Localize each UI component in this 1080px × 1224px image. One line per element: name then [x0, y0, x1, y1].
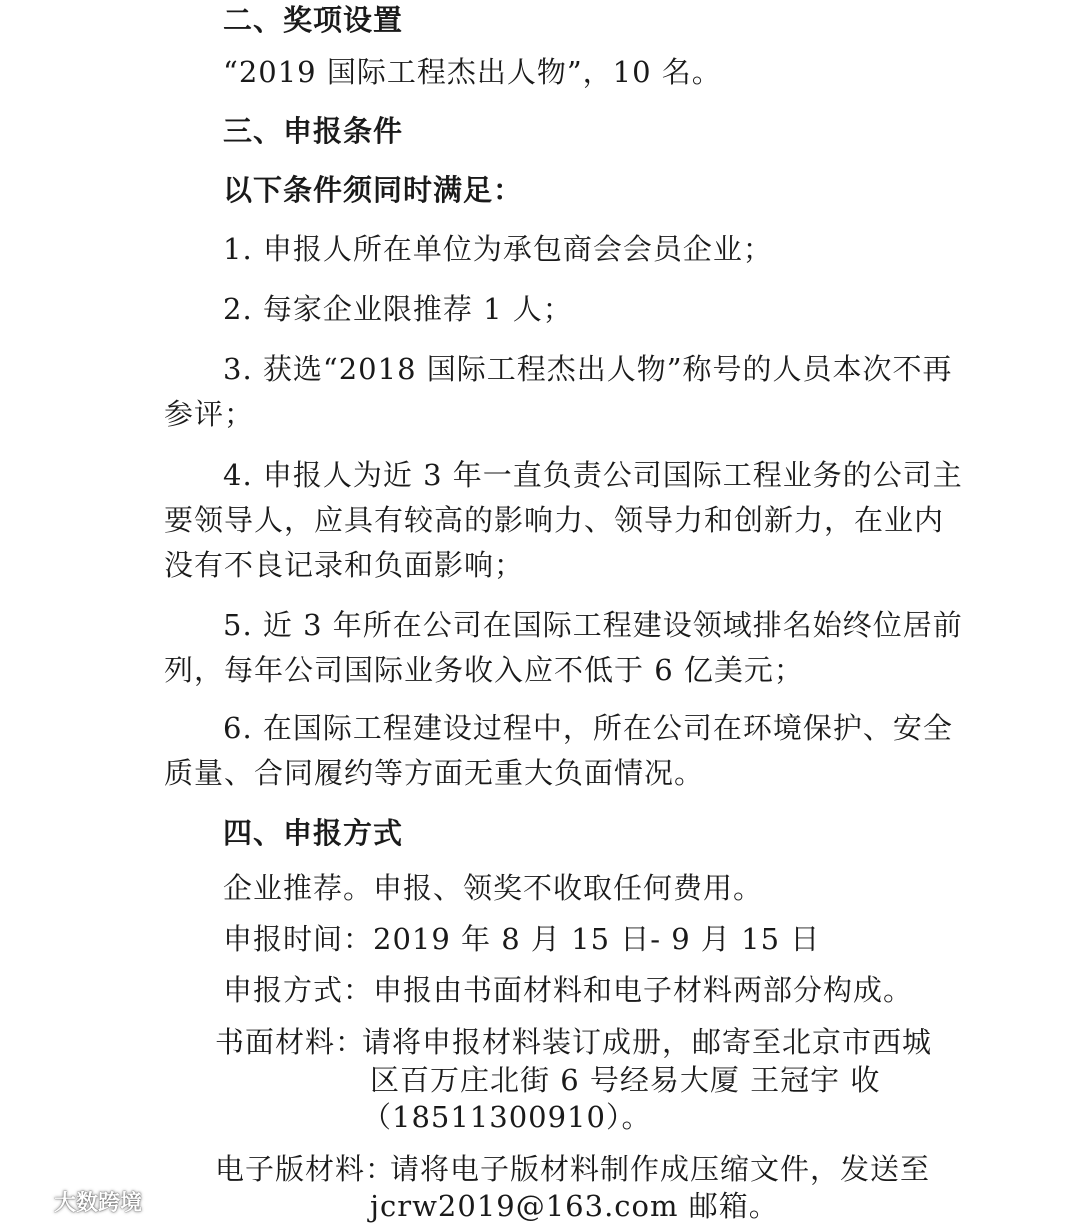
- section-3-intro: 以下条件须同时满足：: [223, 173, 524, 207]
- apply-method-line-1: 企业推荐。申报、领奖不收取任何费用。: [223, 871, 764, 905]
- watermark-text: 大数跨境: [54, 1191, 143, 1216]
- apply-format-line: 申报方式：申报由书面材料和电子材料两部分构成。: [223, 973, 914, 1007]
- condition-item-6-line-2: 质量、合同履约等方面无重大负面情况。: [164, 756, 705, 790]
- apply-time-line: 申报时间：2019 年 8 月 15 日- 9 月 15 日: [223, 922, 821, 956]
- watermark: [8, 1186, 142, 1217]
- condition-item-4-line-1: 4. 申报人为近 3 年一直负责公司国际工程业务的公司主: [223, 458, 963, 492]
- electronic-material-line-2: jcrw2019@163.com 邮箱。: [370, 1189, 779, 1223]
- condition-item-4-line-2: 要领导人，应具有较高的影响力、领导力和创新力，在业内: [164, 503, 945, 537]
- chat-bubble-logo-icon: [8, 1189, 48, 1215]
- section-3-heading: 三、申报条件: [223, 114, 404, 148]
- section-4-heading: 四、申报方式: [223, 816, 404, 850]
- paper-material-line-3: （18511300910）。: [362, 1100, 652, 1134]
- condition-item-4-line-3: 没有不良记录和负面影响；: [164, 548, 525, 582]
- condition-item-2: 2. 每家企业限推荐 1 人；: [223, 292, 573, 326]
- condition-item-3-line-1: 3. 获选“2018 国际工程杰出人物”称号的人员本次不再: [223, 352, 953, 386]
- section-2-heading: 二、奖项设置: [223, 3, 404, 37]
- electronic-material-line-1: 请将电子版材料制作成压缩文件，发送至: [390, 1152, 931, 1186]
- condition-item-5-line-2: 列，每年公司国际业务收入应不低于 6 亿美元；: [164, 653, 804, 687]
- paper-material-label: 书面材料：: [215, 1025, 366, 1059]
- condition-item-6-line-1: 6. 在国际工程建设过程中，所在公司在环境保护、安全: [223, 711, 953, 745]
- condition-item-5-line-1: 5. 近 3 年所在公司在国际工程建设领域排名始终位居前: [223, 608, 963, 642]
- electronic-material-label: 电子版材料：: [215, 1152, 396, 1186]
- condition-item-3-line-2: 参评；: [164, 397, 255, 431]
- paper-material-line-1: 请将申报材料装订成册，邮寄至北京市西城: [362, 1025, 933, 1059]
- paper-material-line-2: 区百万庄北街 6 号经易大厦 王冠宇 收: [370, 1063, 881, 1097]
- condition-item-1: 1. 申报人所在单位为承包商会会员企业；: [223, 232, 773, 266]
- section-2-body: “2019 国际工程杰出人物”，10 名。: [223, 55, 722, 89]
